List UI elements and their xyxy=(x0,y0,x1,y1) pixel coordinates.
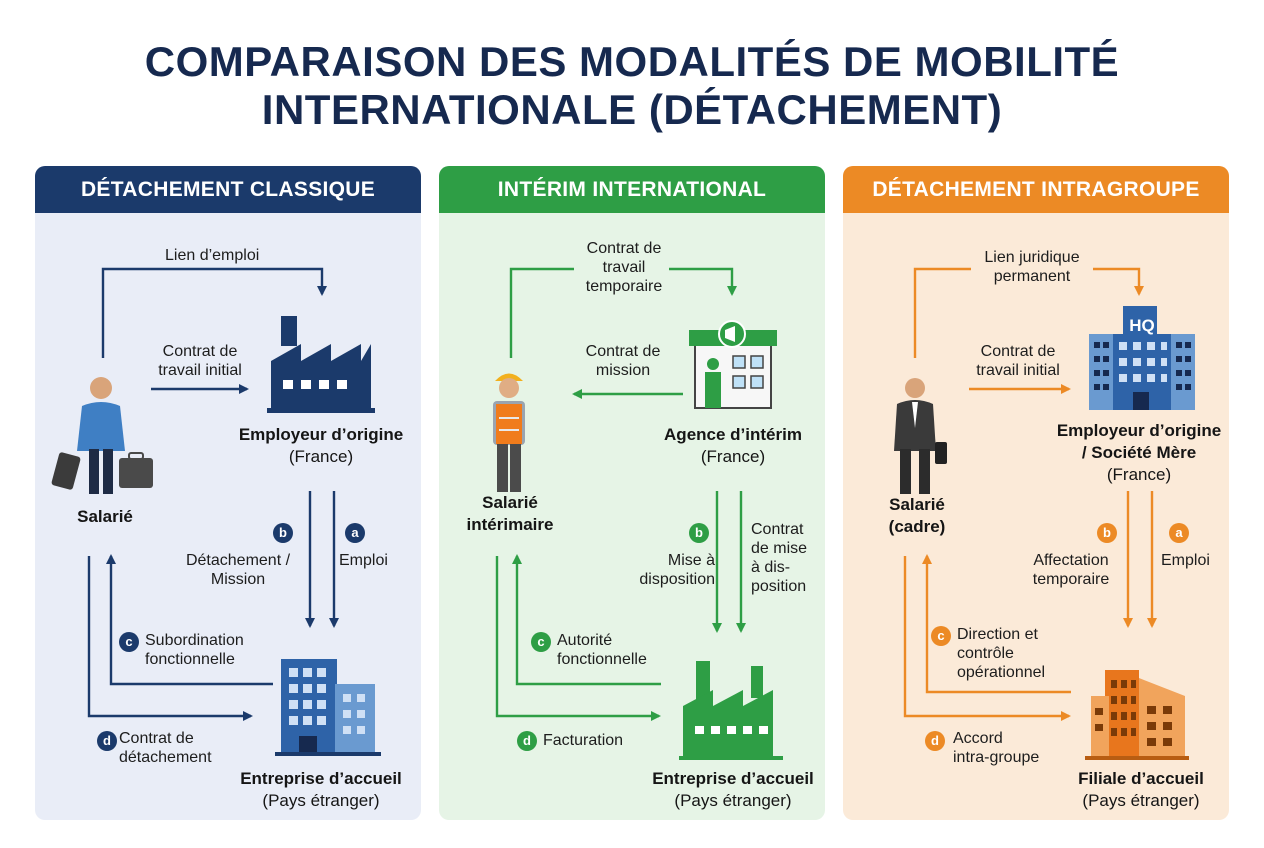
badge-a: a xyxy=(1169,523,1189,543)
badge-d: d xyxy=(517,731,537,751)
salarie-cadre-icon xyxy=(894,378,947,494)
salarie-icon xyxy=(51,377,153,494)
salarie-interimaire-icon xyxy=(493,374,525,493)
label-contrat-temporaire: Contrat de travail temporaire xyxy=(585,240,663,295)
label-employeur-origine: Employeur d’origine (France) xyxy=(238,425,404,466)
label-b-mise-disposition: Mise à disposition xyxy=(639,552,715,588)
hq-label: HQ xyxy=(1129,316,1155,335)
label-salarie: Salarié xyxy=(77,507,133,526)
panel-interim-international xyxy=(439,166,825,820)
filiale-accueil-icon xyxy=(1085,670,1189,760)
badge-b: b xyxy=(273,523,293,543)
badge-c: c xyxy=(531,632,551,652)
label-a-contrat-mise: Contrat de mise à dis- position xyxy=(751,521,808,595)
label-c-subordination: Subordination fonctionnelle xyxy=(145,632,244,668)
panel-detachement-classique xyxy=(35,166,421,820)
page-title xyxy=(0,38,1264,134)
badge-a: a xyxy=(345,523,365,543)
panel-header: DÉTACHEMENT INTRAGROUPE xyxy=(843,166,1229,213)
label-lien-juridique: Lien juridique permanent xyxy=(984,249,1080,285)
label-c-direction: Direction et contrôle opérationnel xyxy=(957,626,1046,681)
label-filiale-accueil: Filiale d’accueil (Pays étranger) xyxy=(1078,769,1204,810)
label-contrat-initial: Contrat de travail initial xyxy=(976,343,1060,379)
label-entreprise-accueil: Entreprise d’accueil (Pays étranger) xyxy=(652,769,814,810)
entreprise-accueil-icon xyxy=(275,659,381,756)
label-d-facturation: Facturation xyxy=(543,732,624,749)
agence-interim-icon xyxy=(689,321,777,408)
label-agence-interim: Agence d’intérim (France) xyxy=(664,425,802,466)
label-d-contrat: Contrat de détachement xyxy=(119,730,212,766)
label-salarie-interimaire: Salarié intérimaire xyxy=(466,493,554,534)
label-d-accord: Accord intra-groupe xyxy=(953,730,1040,766)
label-entreprise-accueil: Entreprise d’accueil (Pays étranger) xyxy=(240,769,402,810)
badge-b: b xyxy=(689,523,709,543)
title-line-2: INTERNATIONALE (DÉTACHEMENT) xyxy=(261,86,1003,133)
label-b-affectation: Affectation temporaire xyxy=(1032,552,1110,588)
label-salarie-cadre: Salarié (cadre) xyxy=(888,495,946,536)
label-lien-emploi: Lien d’emploi xyxy=(165,247,260,264)
badge-d: d xyxy=(97,731,117,751)
label-contrat-mission: Contrat de mission xyxy=(585,343,661,379)
label-a-emploi: Emploi xyxy=(1161,552,1210,569)
label-b-detachement: Détachement / Mission xyxy=(185,552,291,588)
badge-c: c xyxy=(119,632,139,652)
factory-icon xyxy=(267,316,375,413)
factory-icon xyxy=(679,661,783,760)
label-contrat-initial: Contrat de travail initial xyxy=(158,343,242,379)
title-line-1: COMPARAISON DES MODALITÉS DE MOBILITÉ xyxy=(144,38,1120,85)
badge-c: c xyxy=(931,626,951,646)
badge-d: d xyxy=(925,731,945,751)
panel-header: DÉTACHEMENT CLASSIQUE xyxy=(35,166,421,213)
label-a-emploi: Emploi xyxy=(339,552,388,569)
label-employeur-societe-mere: Employeur d’origine / Société Mère (France) xyxy=(1056,421,1222,484)
panel-header: INTÉRIM INTERNATIONAL xyxy=(439,166,825,213)
badge-b: b xyxy=(1097,523,1117,543)
panel-detachement-intragroupe xyxy=(843,166,1229,820)
label-c-autorite: Autorité fonctionnelle xyxy=(557,632,647,668)
